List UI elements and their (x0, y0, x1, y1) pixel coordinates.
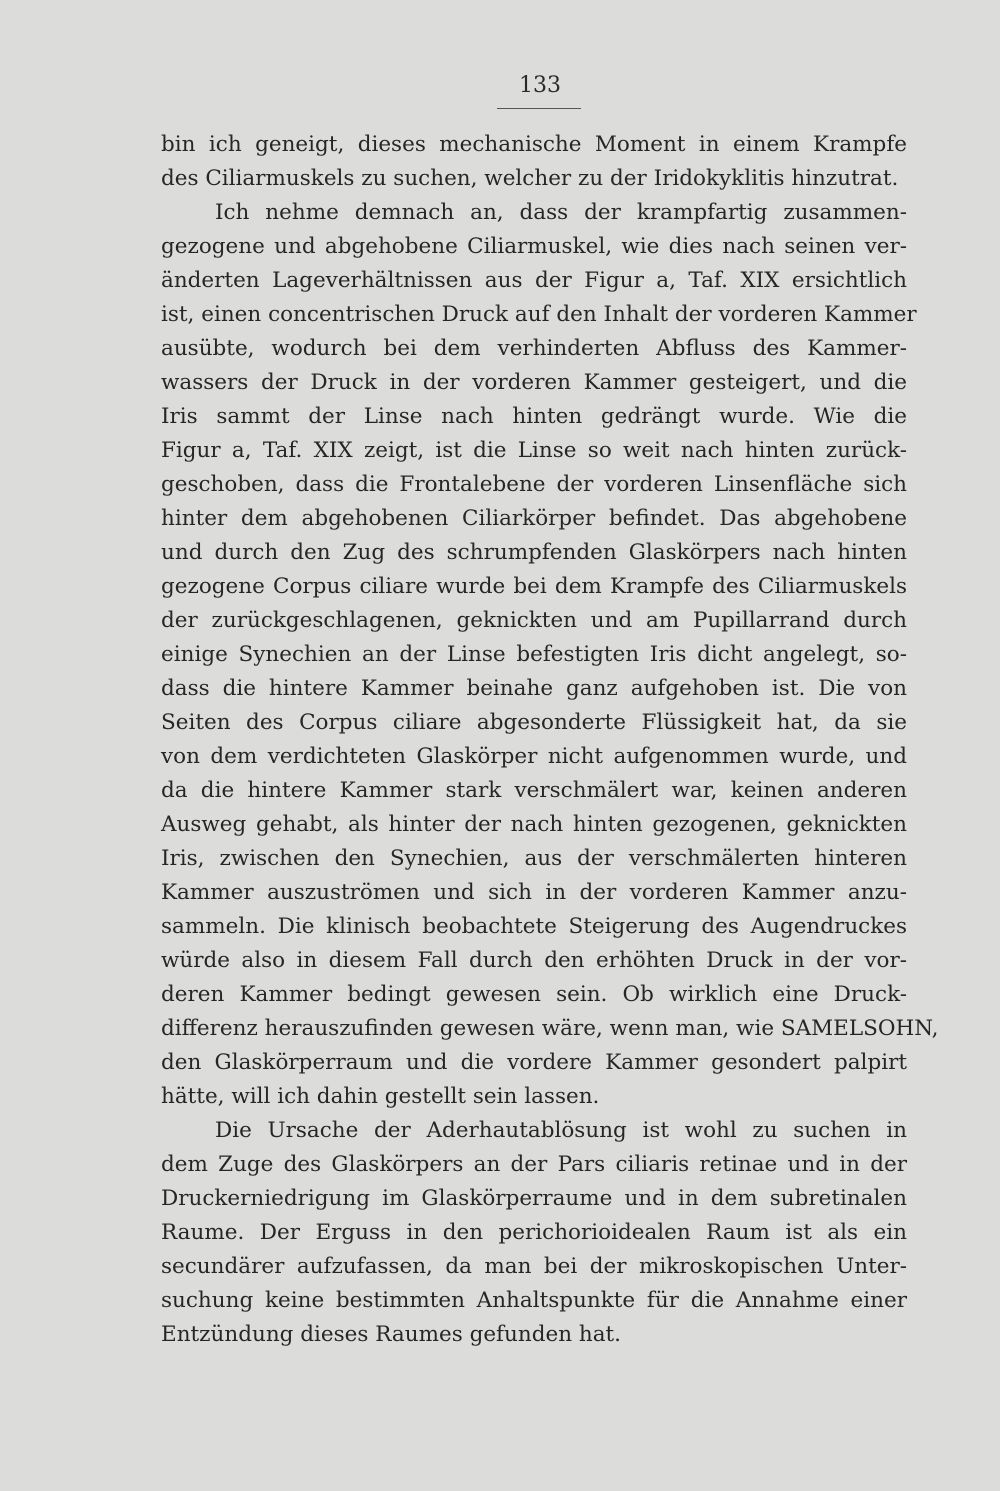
text-line: einige Synechien an der Linse befestigten Iris dicht angelegt, so- (161, 642, 907, 667)
text-line: da die hintere Kammer stark verschmälert war, keinen anderen (161, 778, 907, 803)
body-text (161, 128, 939, 1352)
text-line: der zurückgeschlagenen, geknickten und am Pupillarrand durch (161, 608, 907, 633)
text-line: von dem verdichteten Glaskörper nicht aufgenommen wurde, und (161, 744, 907, 769)
text-line: dass die hintere Kammer beinahe ganz aufgehoben ist. Die von (161, 676, 907, 701)
page-number: 133 (519, 73, 561, 98)
text-line: änderten Lageverhältnissen aus der Figur a, Taf. XIX ersichtlich (161, 268, 907, 293)
text-line: gezogene und abgehobene Ciliarmuskel, wie dies nach seinen ver- (161, 234, 907, 259)
text-line: Kammer auszuströmen und sich in der vorderen Kammer anzu- (161, 880, 907, 905)
text-line: hinter dem abgehobenen Ciliarkörper befindet. Das abgehobene (161, 506, 907, 531)
text-line: hätte, will ich dahin gestellt sein lassen. (161, 1084, 600, 1109)
text-line: Figur a, Taf. XIX zeigt, ist die Linse so weit nach hinten zurück- (161, 438, 907, 463)
text-line: Ich nehme demnach an, dass der krampfartig zusammen- (215, 200, 907, 225)
text-line: wassers der Druck in der vorderen Kammer gesteigert, und die (161, 370, 907, 395)
text-line: secundärer aufzufassen, da man bei der mikroskopischen Unter- (161, 1254, 907, 1279)
text-line: den Glaskörperraum und die vordere Kammer gesondert palpirt (161, 1050, 907, 1075)
text-line: suchung keine bestimmten Anhaltspunkte für die Annahme einer (161, 1288, 907, 1313)
text-line: differenz herauszufinden gewesen wäre, wenn man, wie SAMELSOHN, (161, 1016, 939, 1041)
text-line: deren Kammer bedingt gewesen sein. Ob wirklich eine Druck- (161, 982, 907, 1007)
text-line: Iris, zwischen den Synechien, aus der verschmälerten hinteren (161, 846, 907, 871)
text-line: ist, einen concentrischen Druck auf den Inhalt der vorderen Kammer (161, 302, 917, 327)
text-line: bin ich geneigt, dieses mechanische Moment in einem Krampfe (161, 132, 907, 157)
text-line: sammeln. Die klinisch beobachtete Steigerung des Augendruckes (161, 914, 907, 939)
text-line: Ausweg gehabt, als hinter der nach hinten gezogenen, geknickten (161, 812, 907, 837)
text-line: des Ciliarmuskels zu suchen, welcher zu der Iridokyklitis hinzutrat. (161, 166, 899, 191)
text-line: Entzündung dieses Raumes gefunden hat. (161, 1322, 622, 1347)
text-line: Die Ursache der Aderhautablösung ist wohl zu suchen in (215, 1118, 907, 1143)
text-line: und durch den Zug des schrumpfenden Glaskörpers nach hinten (161, 540, 907, 565)
text-line: Raume. Der Erguss in den perichorioidealen Raum ist als ein (161, 1220, 907, 1245)
text-line: würde also in diesem Fall durch den erhöhten Druck in der vor- (161, 948, 907, 973)
text-line: dem Zuge des Glaskörpers an der Pars ciliaris retinae und in der (161, 1152, 907, 1177)
text-line: Seiten des Corpus ciliare abgesonderte Flüssigkeit hat, da sie (161, 710, 907, 735)
text-line: ausübte, wodurch bei dem verhinderten Abfluss des Kammer- (161, 336, 907, 361)
text-line: gezogene Corpus ciliare wurde bei dem Krampfe des Ciliarmuskels (161, 574, 907, 599)
text-line: geschoben, dass die Frontalebene der vorderen Linsenfläche sich (161, 472, 907, 497)
text-line: Iris sammt der Linse nach hinten gedrängt wurde. Wie die (161, 404, 907, 429)
text-line: Druckerniedrigung im Glaskörperraume und in dem subretinalen (161, 1186, 907, 1211)
page-number-rule (497, 108, 581, 109)
